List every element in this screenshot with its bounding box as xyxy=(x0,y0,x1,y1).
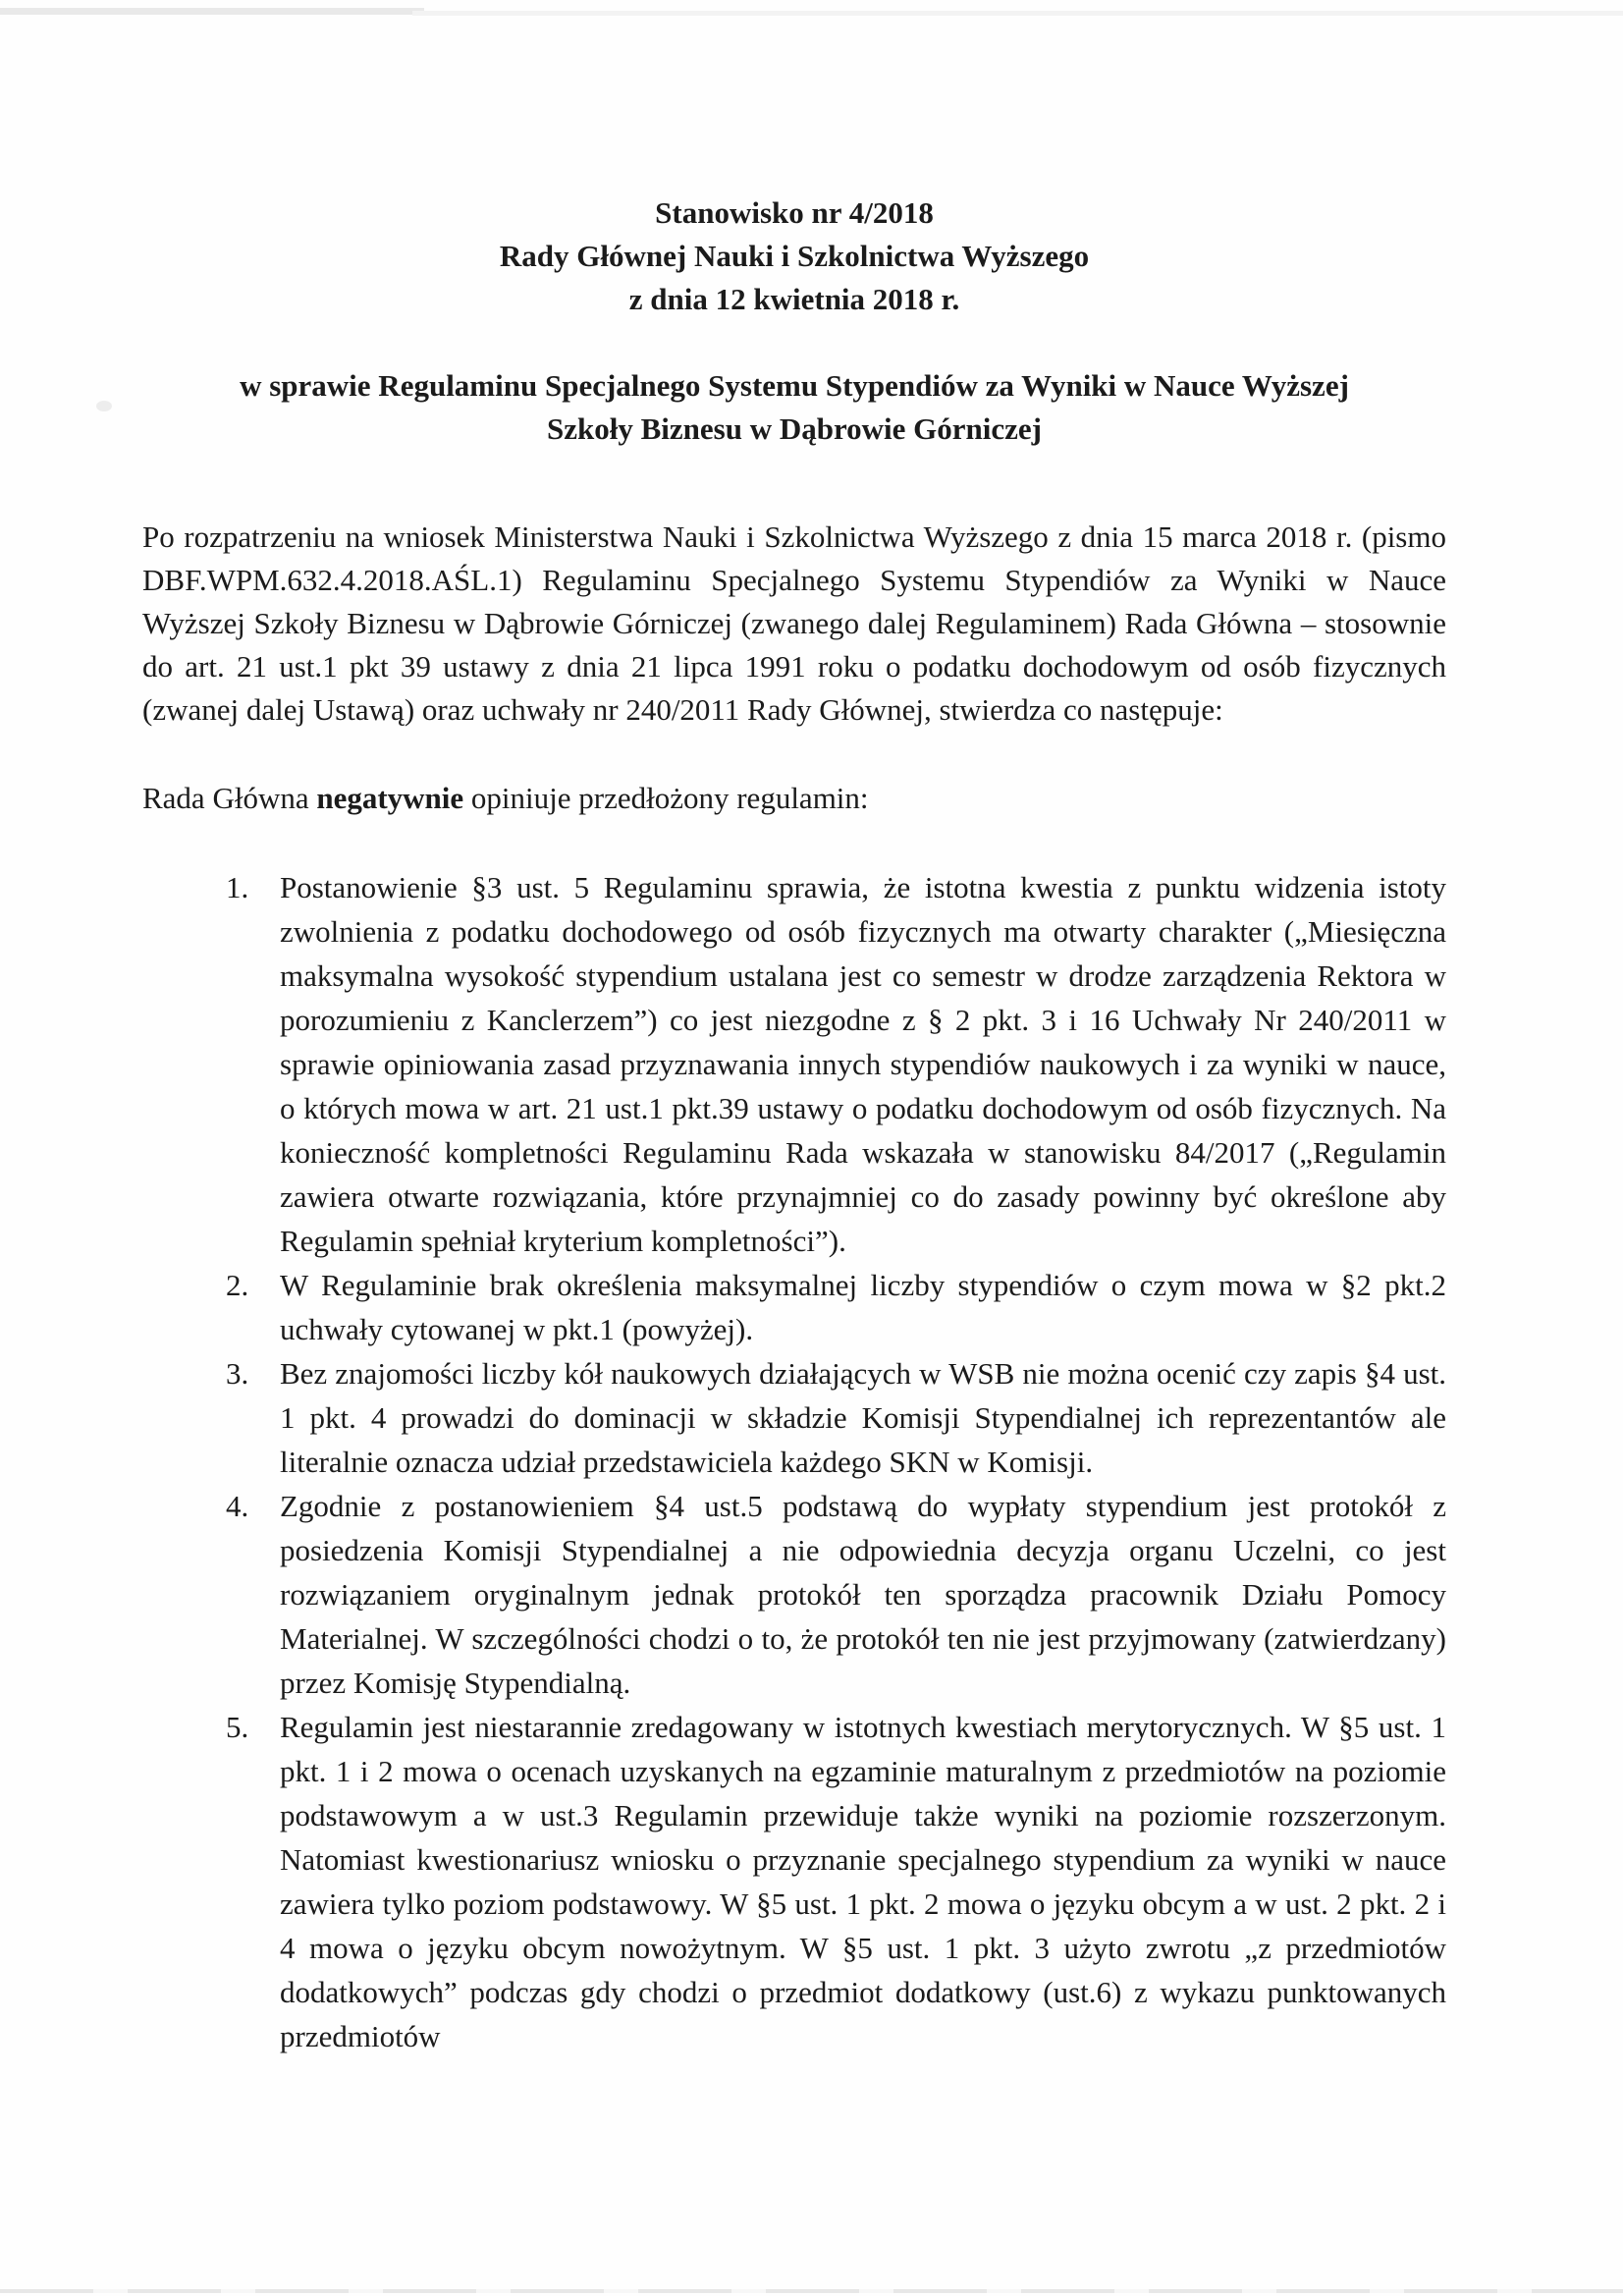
opinion-prefix: Rada Główna xyxy=(142,781,317,815)
list-item-number: 2. xyxy=(226,1268,249,1302)
list-item xyxy=(142,1351,1446,1484)
document-subject xyxy=(142,364,1446,451)
list-item-number: 5. xyxy=(226,1710,249,1744)
objections-list xyxy=(142,865,1446,2058)
list-item-text: Zgodnie z postanowieniem §4 ust.5 podstawą do wypłaty stypendium jest protokół z posiedzenia Komisji Stypendialnej a nie odpowiednia decyzja organu Uczelni, co jest rozwiązaniem oryginalnym jednak protokół ten sporządza pracownik Działu Pomocy Materialnej. W szczególności chodzi o to, że protokół ten nie jest przyjmowany (zatwierdzany) przez Komisję Stypendialną. xyxy=(280,1489,1446,1700)
list-item xyxy=(142,1263,1446,1351)
title-line-date: z dnia 12 kwietnia 2018 r. xyxy=(628,282,960,316)
list-item-number: 4. xyxy=(226,1489,249,1523)
scan-artifact xyxy=(0,2289,1623,2293)
subject-line: w sprawie Regulaminu Specjalnego Systemu Stypendiów za Wyniki w Nauce Wyższej xyxy=(240,368,1349,403)
opinion-suffix: opiniuje przedłożony regulamin: xyxy=(463,781,869,815)
title-line-issuing-body: Rady Głównej Nauki i Szkolnictwa Wyższego xyxy=(499,239,1090,273)
list-item-number: 3. xyxy=(226,1356,249,1391)
list-item-text: Regulamin jest niestarannie zredagowany w istotnych kwestiach merytorycznych. W §5 ust. 1 pkt. 1 i 2 mowa o ocenach uzyskanych na egzaminie maturalnym z przedmiotów na poziomie podstawowym a w ust.3 Regulamin przewiduje także wyniki na poziomie rozszerzonym. Natomiast kwestionariusz wniosku o przyznanie specjalnego stypendium za wyniki w nauce zawiera tylko poziom podstawowy. W §5 ust. 1 pkt. 2 mowa o języku obcym a w ust. 2 pkt. 2 i 4 mowa o języku obcym nowożytnym. W §5 ust. 1 pkt. 3 użyto zwrotu „z przedmiotów dodatkowych” podczas gdy chodzi o przedmiot dodatkowy (ust.6) z wykazu punktowanych przedmiotów xyxy=(280,1710,1446,2053)
title-line-resolution-number: Stanowisko nr 4/2018 xyxy=(655,195,934,230)
list-item-text: Postanowienie §3 ust. 5 Regulaminu sprawia, że istotna kwestia z punktu widzenia istoty zwolnienia z podatku dochodowego od osób fizycznych ma otwarty charakter („Miesięczna maksymalna wysokość stypendium ustalana jest co semestr w drodze zarządzenia Rektora w porozumieniu z Kanclerzem”) co jest niezgodne z § 2 pkt. 3 i 16 Uchwały Nr 240/2011 w sprawie opiniowania zasad przyznawania innych stypendiów naukowych i za wyniki w nauce, o których mowa w art. 21 ust.1 pkt.39 ustawy o podatku dochodowym od osób fizycznych. Na konieczność kompletności Regulaminu Rada wskazała w stanowisku 84/2017 („Regulamin zawiera otwarte rozwiązania, które przynajmniej co do zasady powinny być określone aby Regulamin spełniał kryterium kompletności”). xyxy=(280,870,1446,1258)
list-item-number: 1. xyxy=(226,870,249,904)
list-item xyxy=(142,865,1446,1263)
subject-line: Szkoły Biznesu w Dąbrowie Górniczej xyxy=(546,411,1042,446)
list-item-text: W Regulaminie brak określenia maksymalnej liczby stypendiów o czym mowa w §2 pkt.2 uchwały cytowanej w pkt.1 (powyżej). xyxy=(280,1268,1446,1346)
list-item xyxy=(142,1484,1446,1705)
list-item-text: Bez znajomości liczby kół naukowych działających w WSB nie można ocenić czy zapis §4 ust. 1 pkt. 4 prowadzi do dominacji w składzie Komisji Stypendialnej ich reprezentantów ale literalnie oznacza udział przedstawiciela każdego SKN w Komisji. xyxy=(280,1356,1446,1479)
document-title xyxy=(142,191,1446,321)
intro-paragraph: Po rozpatrzeniu na wniosek Ministerstwa Nauki i Szkolnictwa Wyższego z dnia 15 marca 2018 r. (pismo DBF.WPM.632.4.2018.AŚL.1) Regulaminu Specjalnego Systemu Stypendiów za Wyniki w Nauce Wyższej Szkoły Biznesu w Dąbrowie Górniczej (zwanego dalej Regulaminem) Rada Główna – stosownie do art. 21 ust.1 pkt 39 ustawy z dnia 21 lipca 1991 roku o podatku dochodowym od osób fizycznych (zwanej dalej Ustawą) oraz uchwały nr 240/2011 Rady Głównej, stwierdza co następuje: xyxy=(142,519,1446,727)
opinion-emphasis: negatywnie xyxy=(316,781,464,815)
list-item xyxy=(142,1705,1446,2058)
opinion-statement xyxy=(142,777,1446,820)
